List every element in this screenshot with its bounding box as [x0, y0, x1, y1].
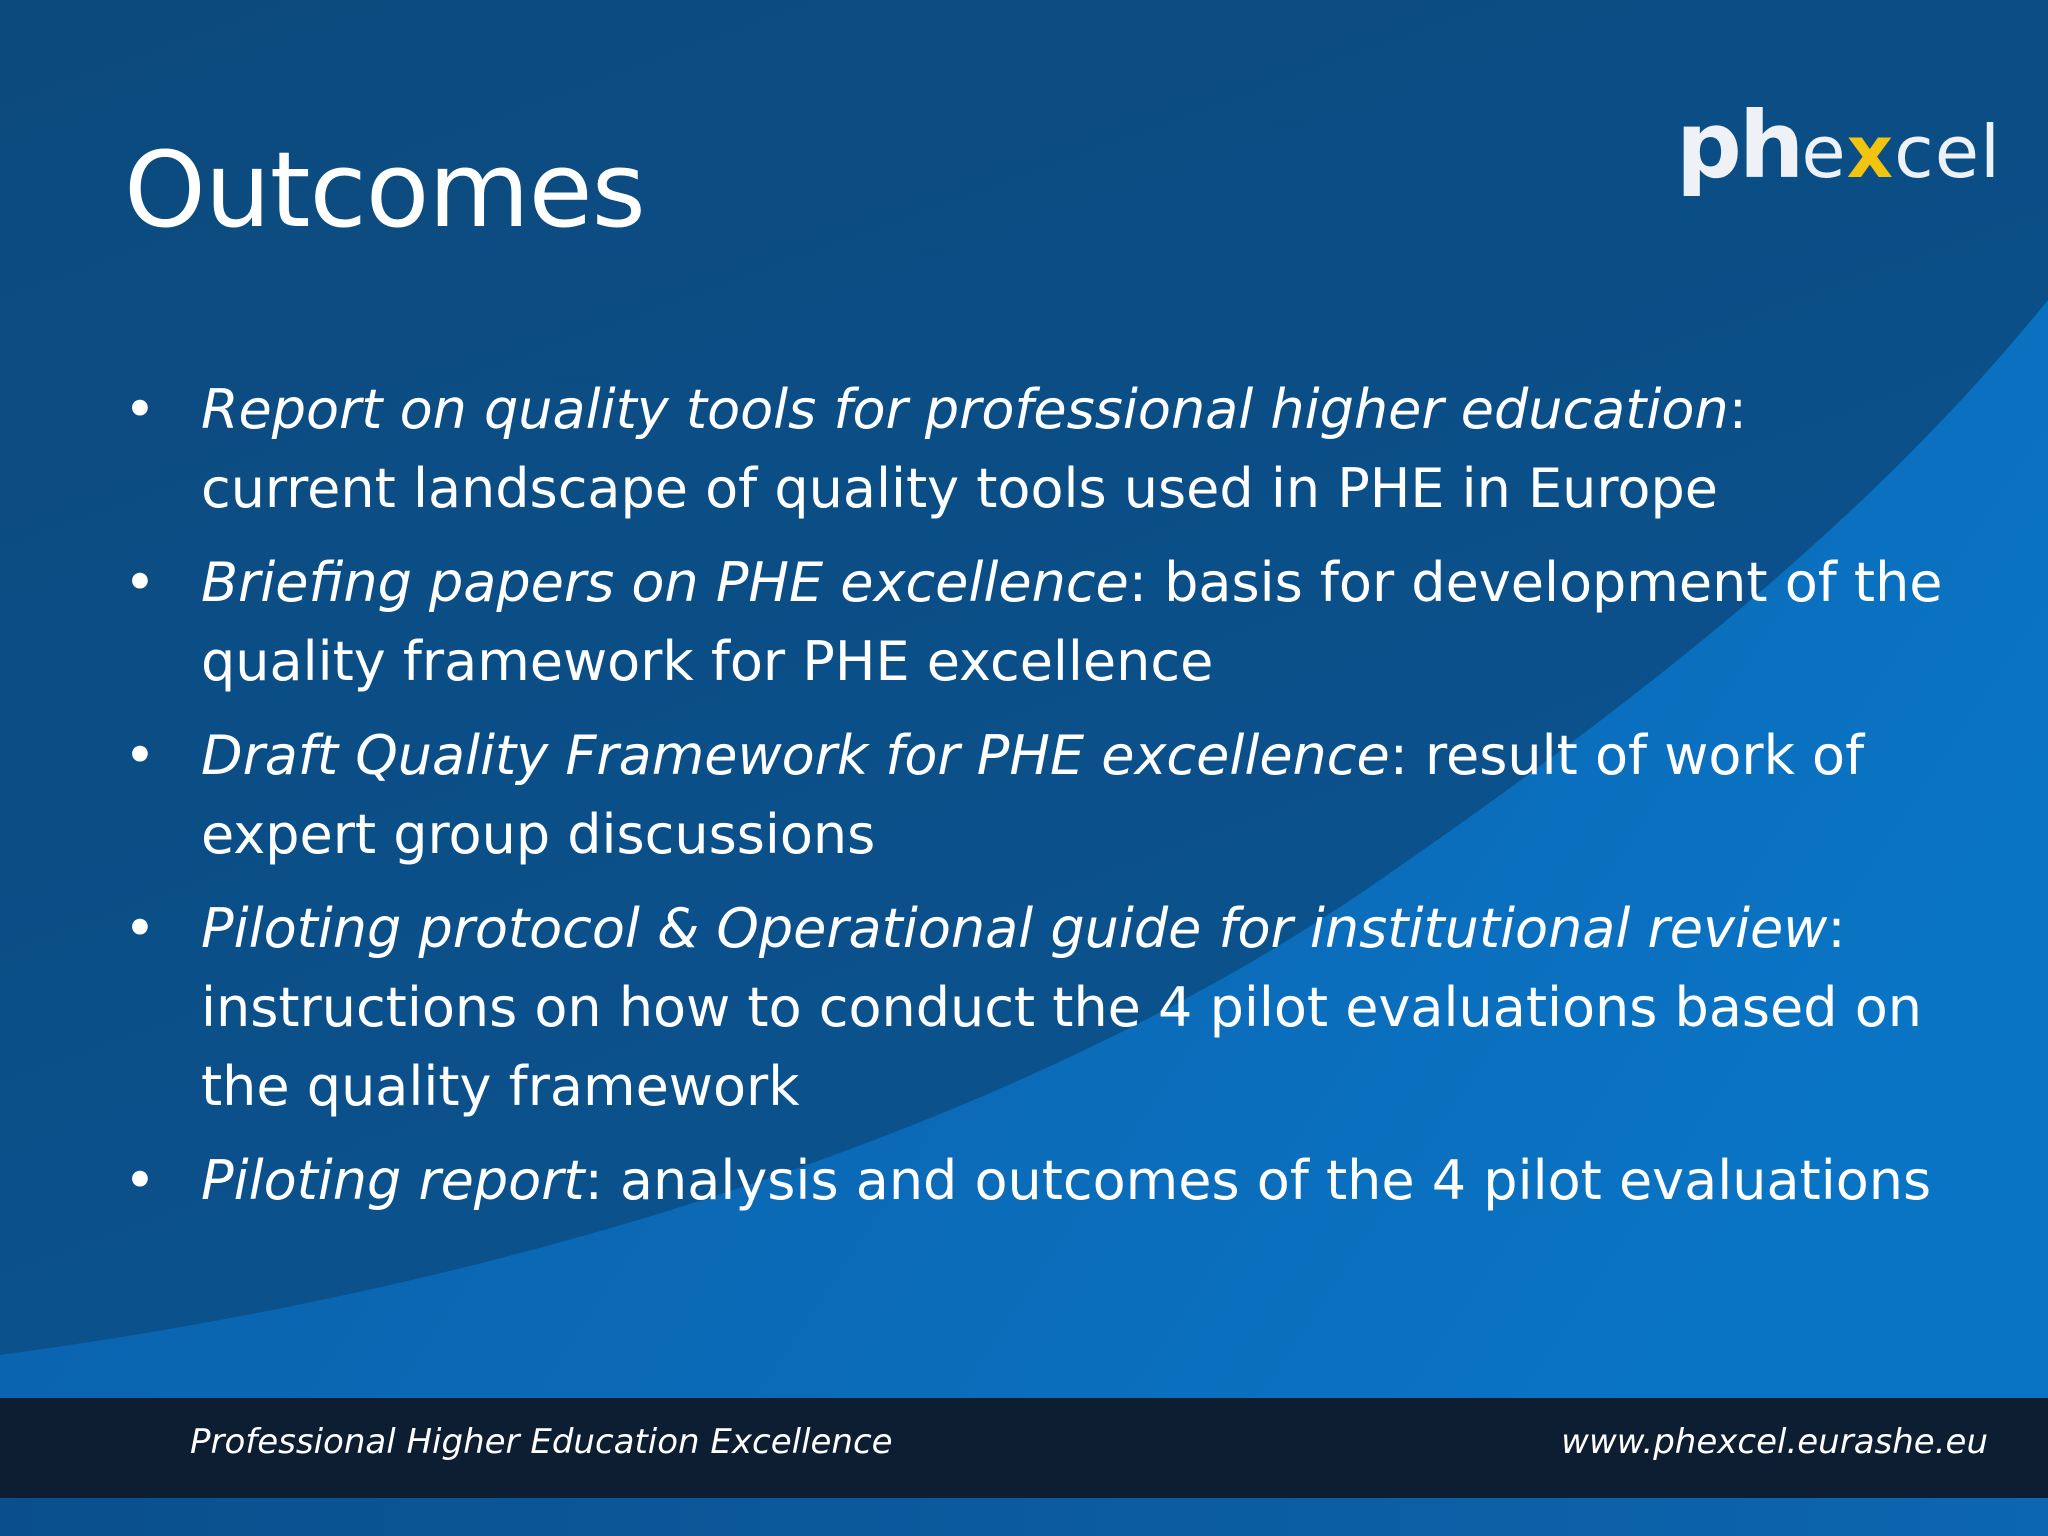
logo-ph: ph — [1676, 92, 1802, 199]
logo-e: e — [1801, 110, 1847, 194]
bullet-emphasis: Draft Quality Framework for PHE excellence — [201, 724, 1390, 787]
list-item — [124, 543, 1944, 701]
phexcel-logo — [1676, 92, 2001, 202]
bullet-emphasis: Report on quality tools for professional higher education — [201, 378, 1729, 441]
bullet-icon: • — [124, 897, 156, 960]
footer-tagline: Professional Higher Education Excellence — [190, 1422, 893, 1462]
bullet-text: : instructions on how to conduct the 4 pilot evaluations based on the quality framework — [201, 897, 1922, 1118]
logo-cel: cel — [1894, 110, 2001, 194]
outcomes-list — [124, 370, 1944, 1235]
footer-url: www.phexcel.eurashe.eu — [1561, 1422, 1988, 1462]
list-item — [124, 889, 1944, 1126]
slide-title: Outcomes — [124, 129, 645, 251]
footer-bar — [0, 1398, 2048, 1498]
list-item — [124, 1141, 1944, 1220]
bullet-icon: • — [124, 1149, 156, 1212]
bullet-text: : basis for development of the quality framework for PHE excellence — [201, 551, 1943, 693]
bullet-emphasis: Briefing papers on PHE excellence — [201, 551, 1129, 614]
bullet-text: : current landscape of quality tools used in PHE in Europe — [201, 378, 1747, 520]
bullet-text: : result of work of expert group discussions — [201, 724, 1865, 866]
bullet-icon: • — [124, 378, 156, 441]
logo-x: x — [1846, 110, 1895, 194]
bottom-strip — [0, 1498, 2048, 1536]
bullet-icon: • — [124, 724, 156, 787]
bullet-icon: • — [124, 551, 156, 614]
bullet-emphasis: Piloting protocol & Operational guide for institutional review — [201, 897, 1828, 960]
bullet-emphasis: Piloting report — [201, 1149, 585, 1212]
bullet-text: : analysis and outcomes of the 4 pilot evaluations — [584, 1149, 1932, 1212]
list-item — [124, 716, 1944, 874]
list-item — [124, 370, 1944, 528]
